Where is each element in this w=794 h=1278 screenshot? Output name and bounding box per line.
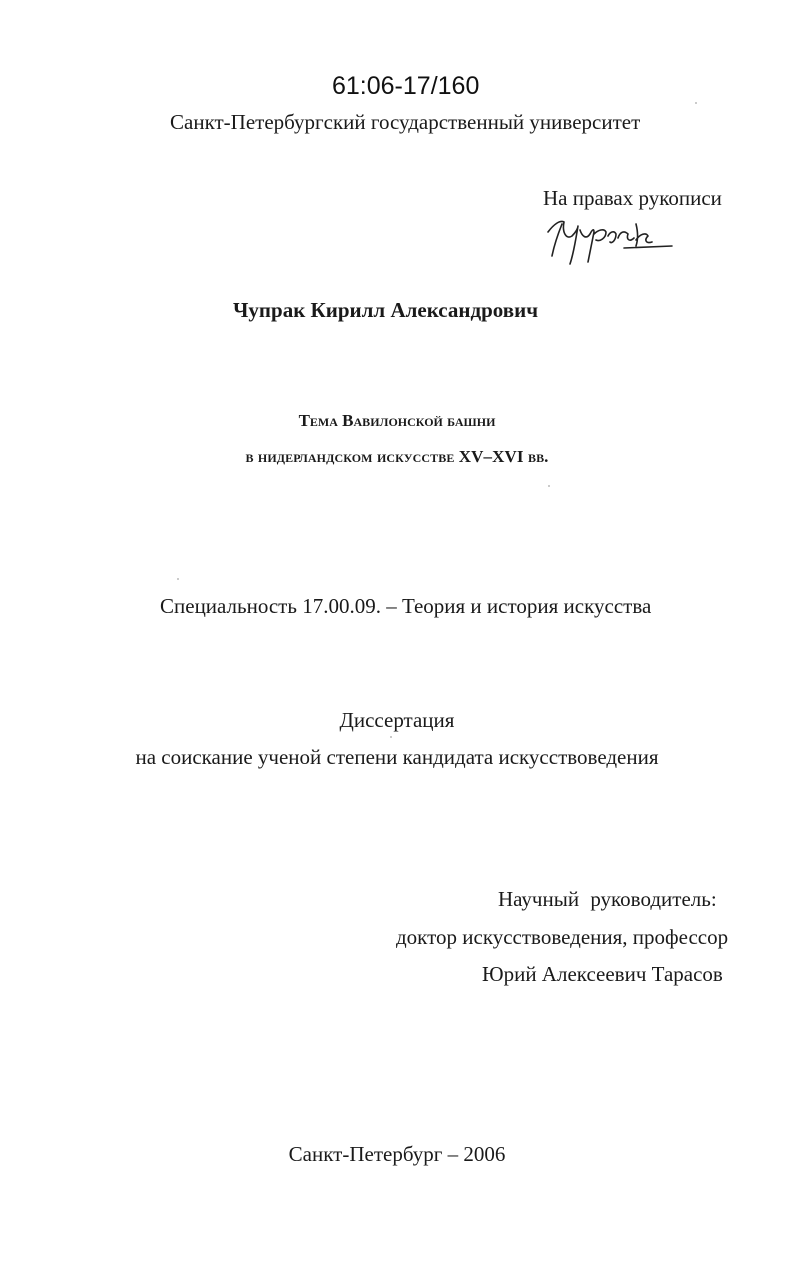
scan-speck <box>695 102 697 104</box>
scan-speck <box>390 736 392 738</box>
supervisor-title: доктор искусствоведения, профессор <box>396 925 729 949</box>
catalog-number: 61:06-17/160 <box>332 72 480 100</box>
supervisor-name: Юрий Алексеевич Тарасов <box>482 962 723 986</box>
degree-line: на соискание ученой степени кандидата искусствоведения <box>135 745 659 769</box>
author-signature <box>540 212 680 268</box>
supervisor-label: Научный руководитель: <box>498 887 717 911</box>
dissertation-title-line1: Тема Вавилонской башни <box>298 411 496 430</box>
city-year: Санкт-Петербург – 2006 <box>288 1142 506 1166</box>
author-name: Чупрак Кирилл Александрович <box>233 298 539 322</box>
manuscript-rights-note: На правах рукописи <box>543 186 722 210</box>
specialty-line: Специальность 17.00.09. – Теория и история искусства <box>160 594 652 618</box>
dissertation-title-line2: в нидерландском искусстве XV–XVI вв. <box>245 447 549 466</box>
scan-speck <box>548 485 550 487</box>
work-type: Диссертация <box>339 708 455 732</box>
university-name: Санкт-Петербургский государственный университет <box>170 110 641 134</box>
scan-speck <box>177 578 179 580</box>
